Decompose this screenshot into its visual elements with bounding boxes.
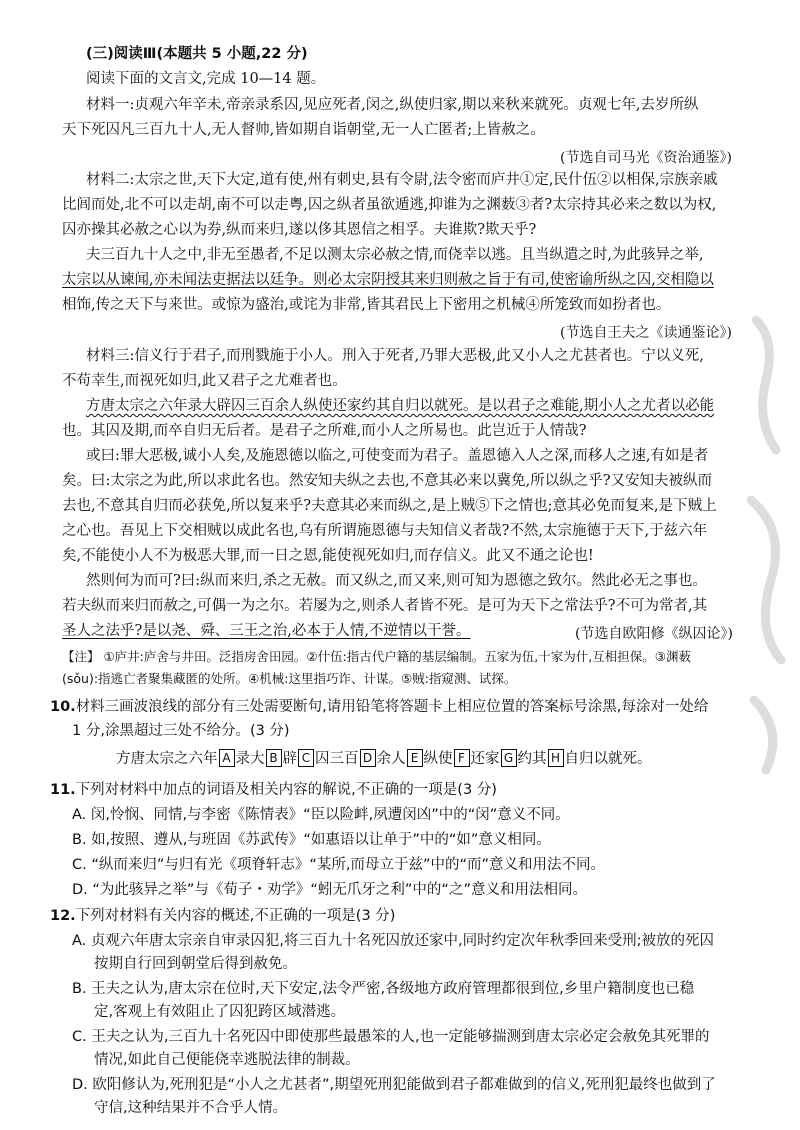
question-11-option-a[interactable]: A. 闵,怜悯、同情,与李密《陈情表》“臣以险衅,夙遭闵凶”中的“闵”意义不同。 (72, 807, 570, 823)
question-11-option-d[interactable]: D. “为此骇异之举”与《荀子・劝学》“蚓无爪牙之利”中的“之”意义和用法相同。 (72, 882, 587, 898)
material3-source: (节选自欧阳修《纵囚论》) (575, 626, 733, 642)
question-10-stem-cont: 1 分,涂黑超过三处不给分。(3 分) (72, 723, 290, 739)
material2-line: 相饰,传之天下与来世。或惊为盛治,或诧为非常,皆其君民上下密用之机械④所笼致而如扮者也。 (62, 297, 671, 313)
sentence-segment: 录大 (235, 751, 265, 767)
material3-line: 去也,不意其自归而必获免,所以复来乎?夫意其必来而纵之,是上贼⑤下之情也;意其必免而复来,是下贼上 (62, 498, 717, 514)
sentence-segment: 方唐太宗之六年 (116, 751, 218, 767)
calligraphy-watermark (746, 300, 792, 800)
material3-line: 然则何为而可?曰:纵而来归,杀之无赦。而又纵之,而又来,则可知为恩德之致尔。然此必无之事也。 (86, 573, 707, 589)
sentence-segment: 自归以就死。 (564, 751, 652, 767)
question-12-option-b-cont: 定,客观上有效阻止了囚犯跨区域潜逃。 (94, 1004, 346, 1020)
answer-box-f[interactable]: F (454, 749, 470, 767)
material3-line: 或曰:罪大恶极,诚小人矣,及施恩德以临之,可使变而为君子。盖恩德入人之深,而移人之速,有如是者 (86, 448, 709, 464)
material2-line: 囚亦操其必赦之心以为券,纵而来归,遂以侈其恩信之相孚。夫谁欺?欺天乎? (62, 222, 537, 238)
material1-line: 材料一:贞观六年辛未,帝亲录系囚,见应死者,闵之,纵使归家,期以来秋来就死。贞观七年,去岁所纵 (86, 97, 699, 113)
answer-box-c[interactable]: C (298, 749, 314, 767)
question-12-option-a[interactable]: A. 贞观六年唐太宗亲自审录囚犯,将三百九十名死囚放还家中,同时约定次年秋季回来受刑;被放的死囚 (72, 933, 714, 949)
sentence-segment: 辟 (282, 751, 297, 767)
question-10-answer-boxes (116, 747, 652, 768)
material1-source: (节选自司马光《资治通鉴》) (560, 150, 732, 166)
material2-source: (节选自王夫之《读通鉴论》) (560, 325, 732, 341)
question-12-option-a-cont: 按期自行回到朝堂后得到赦免。 (94, 956, 297, 972)
question-11-stem: 11.下列对材料中加点的词语及相关内容的解说,不正确的一项是(3 分) (50, 782, 497, 798)
material3-line: 圣人之法乎?是以尧、舜、三王之治,必本于人情,不逆情以干誉。 (62, 623, 471, 639)
material2-line: 太宗以从谏闻,亦未闻法吏据法以廷争。则必太宗阴授其来归则赦之旨于有司,使密谕所纵之囚,交相隐以 (62, 272, 714, 288)
question-10-stem: 10.材料三画波浪线的部分有三处需要断句,请用铅笔将答题卡上相应位置的答案标号涂黑,每涂对一处给 (50, 699, 709, 715)
question-12-stem: 12.下列对材料有关内容的概述,不正确的一项是(3 分) (50, 908, 396, 924)
answer-box-d[interactable]: D (360, 749, 376, 767)
material3-line: 矣,不能使小人不为极恶大罪,而一日之恩,能使视死如归,而存信义。此又不通之论也! (62, 548, 594, 564)
question-11-option-c[interactable]: C. “纵而来归”与归有光《项脊轩志》“某所,而母立于兹”中的“而”意义和用法不同。 (72, 857, 606, 873)
notes-line: (sǒu):指逃亡者聚集藏匿的处所。④机械:这里指巧诈、计谋。⑤贼:指窥测、试探。 (62, 671, 517, 686)
answer-box-g[interactable]: G (501, 749, 517, 767)
material3-line: 若夫纵而来归而赦之,可偶一为之尔。若屡为之,则杀人者皆不死。是可为天下之常法乎?不可为常者,其 (62, 598, 708, 614)
section-title: (三)阅读Ⅲ(本题共 5 小题,22 分) (86, 46, 308, 62)
material3-line: 不苟幸生,而视死如归,此又君子之尤难者也。 (62, 373, 347, 389)
sentence-segment: 囚三百 (315, 751, 359, 767)
material2-line: 夫三百九十人之中,非无至愚者,不足以测太宗必赦之情,而侥幸以逃。且当纵遣之时,为此骇异之举, (86, 247, 704, 263)
material3-wavy-line: 方唐太宗之六年录大辟囚三百余人纵使还家约其自归以就死。是以君子之难能,期小人之尤者以必能 (86, 398, 715, 414)
sentence-segment: 纵使 (423, 751, 453, 767)
material1-line: 天下死囚凡三百九十人,无人督帅,皆如期自诣朝堂,无一人亡匿者;上皆赦之。 (62, 122, 545, 138)
material2-line: 比闾而处,北不可以走胡,南不可以走粤,囚之纵者虽欲遁逃,抑谁为之渊薮③者?太宗持其必来之数以为权, (62, 197, 717, 213)
material3-line: 也。其囚及期,而卒自归无后者。是君子之所难,而小人之所易也。此岂近于人情哉? (62, 423, 587, 439)
notes-line: 【注】 ①庐井:庐舍与井田。泛指房舍田园。②什伍:指古代户籍的基层编制。五家为伍,十家为什,互相担保。③渊薮 (62, 649, 691, 664)
question-12-option-d-cont: 守信,这种结果并不合乎人情。 (94, 1100, 288, 1116)
answer-box-e[interactable]: E (407, 749, 423, 767)
section-instruction: 阅读下面的文言文,完成 10—14 题。 (86, 71, 326, 87)
sentence-segment: 还家 (470, 751, 500, 767)
question-12-option-c-cont: 情况,如此自己便能侥幸逃脱法律的制裁。 (94, 1052, 360, 1068)
material3-line: 之心也。吾见上下交相贼以成此名也,乌有所谓施恩德与夫知信义者哉?不然,太宗施德于天下,于兹六年 (62, 523, 708, 539)
material3-line: 矣。曰:太宗之为此,所以求此名也。然安知夫纵之去也,不意其必来以冀免,所以纵之乎?又安知夫被纵而 (62, 473, 712, 489)
question-12-option-d[interactable]: D. 欧阳修认为,死刑犯是“小人之尤甚者”,期望死刑犯能做到君子都难做到的信义,死刑犯最终也做到了 (72, 1077, 716, 1093)
question-12-option-c[interactable]: C. 王夫之认为,三百九十名死囚中即使那些最愚笨的人,也一定能够揣测到唐太宗必定会赦免其死罪的 (72, 1029, 710, 1045)
sentence-segment: 余人 (376, 751, 406, 767)
answer-box-h[interactable]: H (548, 749, 564, 767)
answer-box-b[interactable]: B (266, 749, 282, 767)
answer-box-a[interactable]: A (219, 749, 235, 767)
question-11-option-b[interactable]: B. 如,按照、遵从,与班固《苏武传》“如惠语以让单于”中的“如”意义相同。 (72, 832, 551, 848)
material2-line: 材料二:太宗之世,天下大定,道有使,州有刺史,县有令尉,法令密而庐井①定,民什伍②以相保,宗族亲戚 (86, 172, 718, 188)
question-12-option-b[interactable]: B. 王夫之认为,唐太宗在位时,天下安定,法令严密,各级地方政府管理都很到位,乡里户籍制度也已稳 (72, 981, 695, 997)
sentence-segment: 约其 (517, 751, 547, 767)
material3-line: 材料三:信义行于君子,而刑戮施于小人。刑入于死者,乃罪大恶极,此又小人之尤甚者也。宁以义死, (86, 348, 704, 364)
